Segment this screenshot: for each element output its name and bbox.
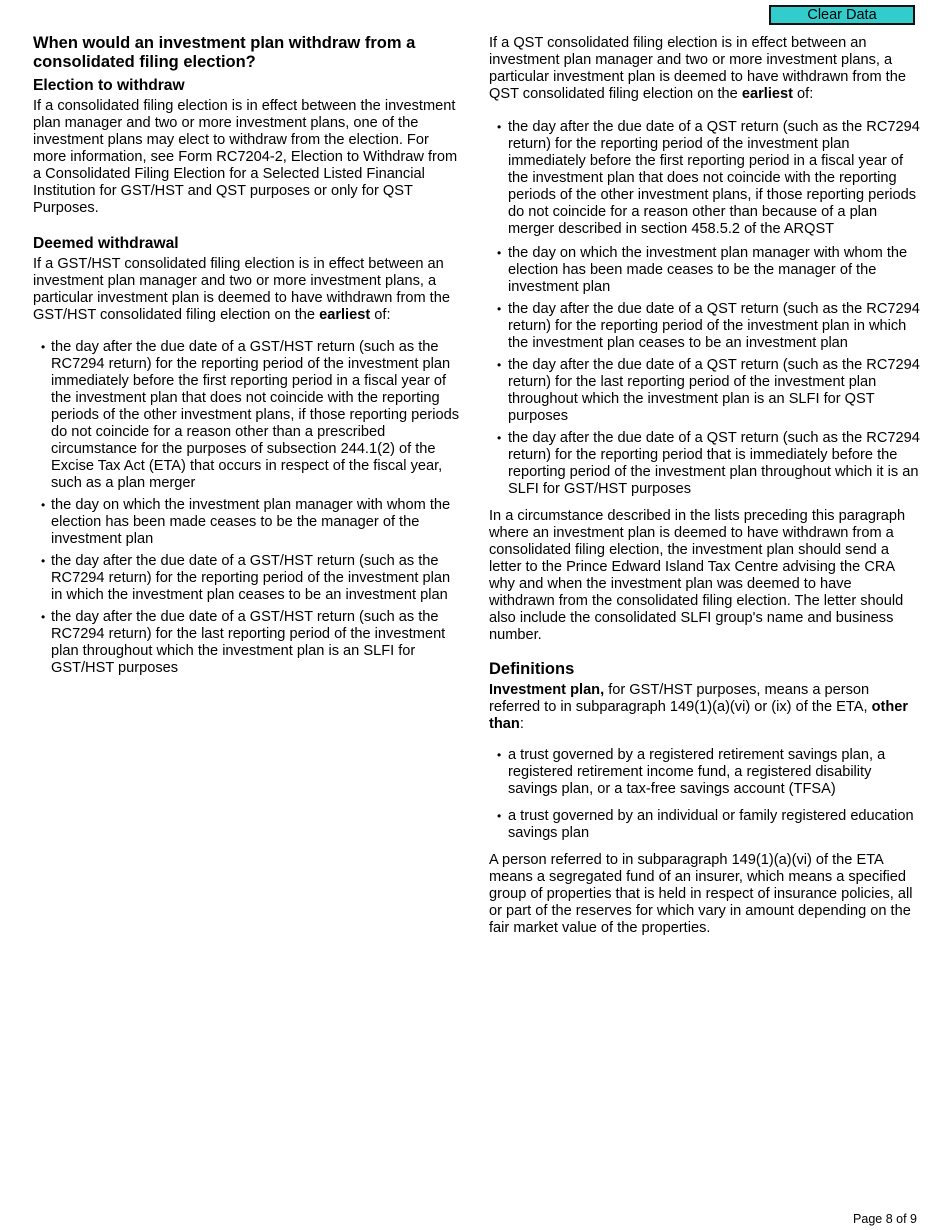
list-item: • the day on which the investment plan manager with whom the election has been made ceases to be the manager of the investment plan (489, 245, 921, 296)
gst-withdrawal-list (33, 339, 463, 677)
definition-exclusions-list (489, 747, 921, 842)
left-column (33, 34, 463, 677)
list-item: • the day after the due date of a QST return (such as the RC7294 return) for the last reporting period of the investment plan throughout which the investment plan is an SLFI for QST purposes (489, 357, 921, 425)
list-item: • the day after the due date of a QST return (such as the RC7294 return) for the reporting period of the investment plan in which the investment plan ceases to be an investment plan (489, 301, 921, 352)
definitions-heading: Definitions (489, 660, 575, 678)
clear-data-button[interactable]: Clear Data (769, 5, 915, 25)
deemed-heading: Deemed withdrawal (33, 235, 179, 252)
election-heading: Election to withdraw (33, 77, 185, 94)
list-item: • the day after the due date of a QST return (such as the RC7294 return) for the reporting period that is immediately before the reporting period of the investment plan throughout which it is an SLFI for GST/HST purposes (489, 430, 921, 498)
segregated-fund-paragraph: A person referred to in subparagraph 149(1)(a)(vi) of the ETA means a segregated fund of an insurer, which means a specified group of properties that is held in respect of insurance policies, all or part of the reserves for which vary in amount depending on the fair market value of the properties. (489, 852, 913, 936)
page-number: Page 8 of 9 (853, 1212, 917, 1226)
list-item: • a trust governed by a registered retirement savings plan, a registered retirement income fund, a registered disability savings plan, or a tax-free savings account (TFSA) (489, 747, 921, 798)
circumstance-paragraph: In a circumstance described in the lists preceding this paragraph where an investment plan is deemed to have withdrawn from a consolidated filing election, the investment plan should send a letter to the Prince Edward Island Tax Centre advising the CRA why and when the investment plan was deemed to have withdrawn from the consolidated filing election. The letter should also include the consolidated SLFI group's name and business number. (489, 508, 906, 643)
qst-intro: If a QST consolidated filing election is in effect between an investment plan manager and two or more investment plans, a particular investment plan is deemed to have withdrawn from the QST consolidated filing election on the earliest of: (489, 35, 906, 102)
list-item: • the day after the due date of a GST/HST return (such as the RC7294 return) for the last reporting period of the investment plan throughout which the investment plan is an SLFI for GST/HST purposes (33, 609, 463, 677)
question-heading: When would an investment plan withdraw from a consolidated filing election? (33, 34, 416, 71)
right-column (489, 35, 921, 937)
list-item: • the day after the due date of a GST/HST return (such as the RC7294 return) for the reporting period of the investment plan immediately before the first reporting period in a fiscal year of the investment plan that does not coincide with the reporting periods of the other investment plans, if those reporting periods do not coincide for a reason other than a prescribed circumstance for the purposes of subsection 244.1(2) of the Excise Tax Act (ETA) that occurs in respect of the fiscal year, such as a plan merger (33, 339, 463, 492)
list-item: • the day after the due date of a GST/HST return (such as the RC7294 return) for the reporting period of the investment plan in which the investment plan ceases to be an investment plan (33, 553, 463, 604)
deemed-intro: If a GST/HST consolidated filing election is in effect between an investment plan manager and two or more investment plans, a particular investment plan is deemed to have withdrawn from the GST/HST consolidated filing election on the earliest of: (33, 256, 450, 323)
list-item: • the day on which the investment plan manager with whom the election has been made ceases to be the manager of the investment plan (33, 497, 463, 548)
election-paragraph: If a consolidated filing election is in effect between the investment plan manager and two or more investment plans, one of the investment plans may elect to withdraw from the election. For more information, see Form RC7204-2, Election to Withdraw from a Consolidated Filing Election for a Selected Listed Financial Institution for GST/HST and QST purposes or only for QST Purposes. (33, 98, 458, 216)
investment-plan-definition: Investment plan, for GST/HST purposes, means a person referred to in subparagraph 149(1)(a)(vi) or (ix) of the ETA, other than: (489, 682, 909, 732)
qst-withdrawal-list (489, 119, 921, 498)
list-item: • the day after the due date of a QST return (such as the RC7294 return) for the reporting period of the investment plan immediately before the first reporting period in a fiscal year of the investment plan that does not coincide with the reporting periods of the other investment plans, if those reporting periods do not coincide for a reason other than because of a plan merger described in section 458.5.2 of the ARQST (489, 119, 921, 238)
list-item: • a trust governed by an individual or family registered education savings plan (489, 808, 921, 842)
